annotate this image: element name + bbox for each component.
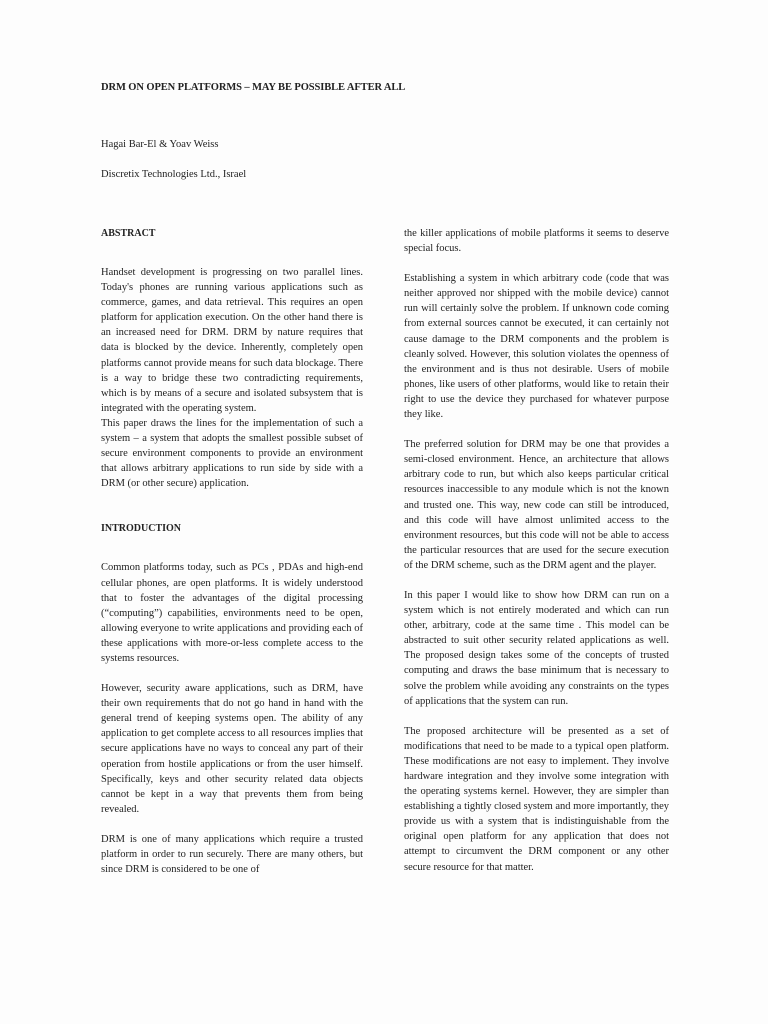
- intro-paragraph-2: However, security aware applications, such as DRM, have their own requirements that do not go hand in hand with the general trend of keeping systems open. The ability of any application to get complete access to all resources implies that secure applications have no ways to conceal any part of their operation from hostile applications or from the user himself. Specifically, keys and other security related data objects cannot be kept in a way that prevents them from being revealed.: [101, 683, 363, 815]
- right-paragraph-4: The proposed architecture will be presented as a set of modifications that need to be made to a typical open platform. These modifications are not easy to implement. They involve hardware integration and they involve some integration with the operating systems kernel. However, they are simpler than establishing a tightly closed system and more importantly, they provide us with a system that is indistinguishable from the original open platform for any application that does not attempt to circumvent the DRM component or any other secure resource for that matter.: [404, 725, 669, 873]
- paper-authors: Hagai Bar-El & Yoav Weiss: [101, 139, 219, 150]
- right-paragraph-3: In this paper I would like to show how DRM can run on a system which is not entirely moderated and which can run other, arbitrary, code at the same time . This model can be abstracted to suit other security related applications as well. The proposed design takes some of the concepts of trusted computing and draws the base minimum that is necessary to solve the problem while avoiding any constraints on the types of applications that the system can run.: [404, 589, 669, 707]
- abstract-paragraph-2: This paper draws the lines for the implementation of such a system – a system that adopts the smallest possible subset of secure environment components to provide an environment that allows arbitrary applications to run side by side with a DRM (or other secure) application.: [101, 417, 363, 490]
- abstract-heading: ABSTRACT: [101, 228, 156, 239]
- right-column: [404, 226, 669, 875]
- paper-title: DRM ON OPEN PLATFORMS – MAY BE POSSIBLE AFTER ALL: [101, 82, 406, 93]
- introduction-heading: INTRODUCTION: [101, 523, 182, 535]
- right-paragraph-2: The preferred solution for DRM may be one that provides a semi-closed environment. Hence, an architecture that allows arbitrary code to run, but which also keeps particular critical resources inaccessible to any module which is not the known and trusted one. This way, new code can still be introduced, and this code will have almost unlimited access to the environment resources, but this code will not be able to access the particular resources that are used for the secure execution of the DRM scheme, such as the DRM agent and the player.: [404, 439, 669, 571]
- intro-paragraph-1: Common platforms today, such as PCs , PDAs and high-end cellular phones, are open platforms. It is widely understood that to foster the advantages of the digital processing (“computing”) capabilities, environments need to be open, allowing everyone to write applications and providing each of these applications with more-or-less complete access to the systems resources.: [101, 562, 363, 664]
- abstract-paragraph-1: Handset development is progressing on two parallel lines. Today's phones are running various applications such as commerce, games, and data retrieval. This requires an open platform for application execution. On the other hand there is an increased need for DRM. DRM by nature requires that data is blocked by the device. Inherently, completely open platforms cannot provide means for such data blockage. There is a way to bridge these two contradicting requirements, which is by means of a secure and isolated subsystem that is integrated with the operating system.: [101, 267, 363, 414]
- right-paragraph-0: the killer applications of mobile platforms it seems to deserve special focus.: [404, 228, 669, 255]
- left-column: [101, 226, 363, 877]
- intro-paragraph-3: DRM is one of many applications which require a trusted platform in order to run securely. There are many others, but since DRM is considered to be one of: [101, 833, 363, 876]
- right-paragraph-1: Establishing a system in which arbitrary code (code that was neither approved nor shipped with the mobile device) cannot run will certainly solve the problem. If unknown code coming from external sources cannot be executed, it can certainly not cause damage to the DRM components and the problem is cleanly solved. However, this solution violates the openness of the environment and is thus not desirable. Users of mobile phones, like users of other platforms, would like to retain their right to use the device they purchased for whatever purpose they like.: [404, 273, 669, 421]
- paper-affiliation: Discretix Technologies Ltd., Israel: [101, 169, 247, 180]
